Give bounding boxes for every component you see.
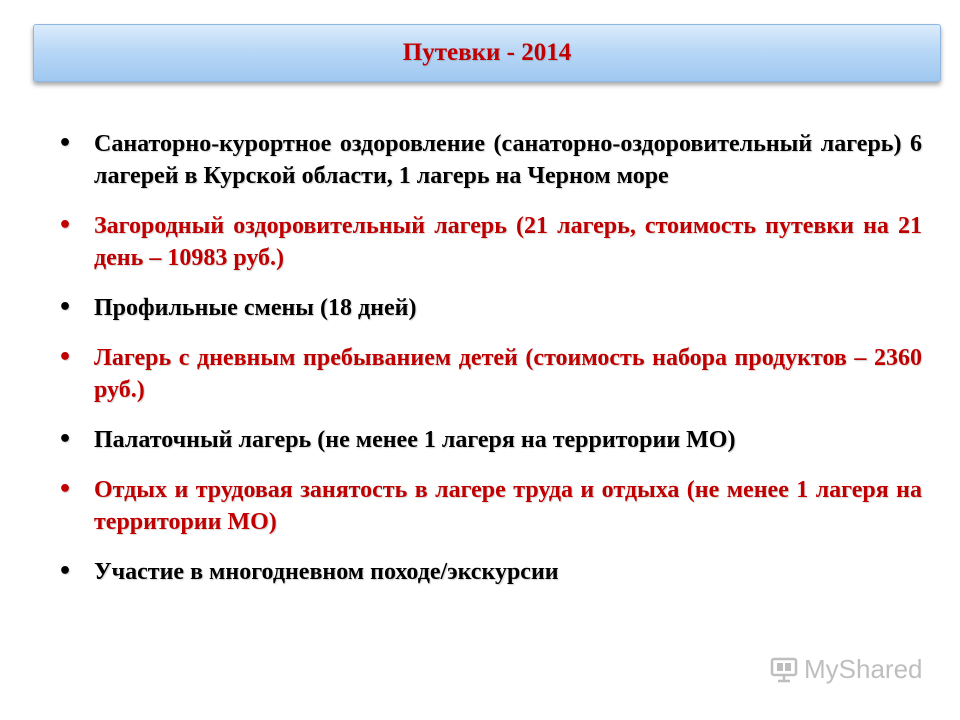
- slide-title: Путевки - 2014: [402, 39, 572, 66]
- bullet-list: [52, 128, 922, 606]
- bullet-text: Профильные смены (18 дней): [94, 295, 417, 321]
- bullet-item-labor-camp: [52, 474, 922, 538]
- bullet-text: Отдых и трудовая занятость в лагере труда и отдыха (не менее 1 лагеря на территории МО): [94, 477, 922, 535]
- bullet-icon: •: [58, 345, 73, 370]
- bullet-text: Загородный оздоровительный лагерь (21 лагерь, стоимость путевки на 21 день – 10983 руб.): [94, 213, 922, 271]
- watermark-logo: [770, 654, 923, 685]
- presentation-screen-icon: [770, 656, 798, 684]
- bullet-icon: •: [58, 295, 73, 320]
- watermark-text: MyShared: [804, 654, 923, 684]
- bullet-item-country-camp: [52, 210, 922, 274]
- bullet-item-tent-camp: [52, 424, 922, 456]
- bullet-icon: •: [58, 131, 73, 156]
- bullet-text: Санаторно-курортное оздоровление (санаторно-оздоровительный лагерь) 6 лагерей в Курской области, 1 лагерь на Черном море: [94, 131, 922, 189]
- bullet-item-profile-shifts: [52, 292, 922, 324]
- bullet-text: Лагерь с дневным пребыванием детей (стоимость набора продуктов – 2360 руб.): [94, 345, 922, 403]
- bullet-item-day-camp: [52, 342, 922, 406]
- bullet-icon: •: [58, 559, 73, 584]
- bullet-icon: •: [58, 427, 73, 452]
- bullet-icon: •: [58, 477, 73, 502]
- bullet-text: Палаточный лагерь (не менее 1 лагеря на территории МО): [94, 427, 736, 453]
- bullet-item-hike: [52, 556, 922, 588]
- title-banner: [33, 24, 941, 82]
- bullet-text: Участие в многодневном походе/экскурсии: [94, 559, 559, 585]
- bullet-icon: •: [58, 213, 73, 238]
- bullet-item-sanatorium: [52, 128, 922, 192]
